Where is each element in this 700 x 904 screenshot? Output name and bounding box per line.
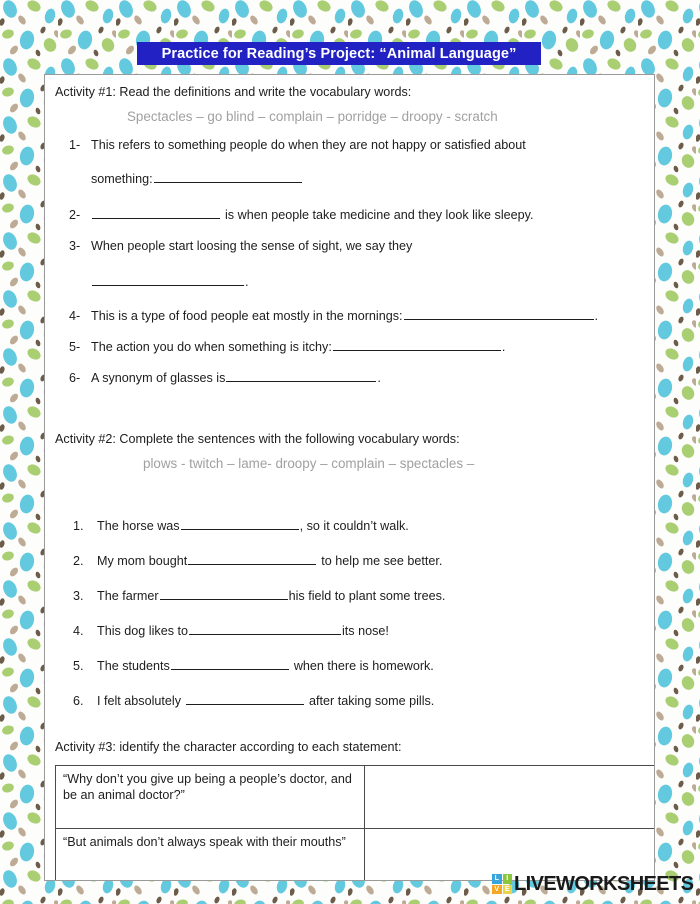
activity1-question-1-answer-line [91,170,303,187]
question-text-suffix: , so it couldn’t walk. [299,518,409,533]
activity2-question-5 [45,657,434,674]
activity1-question-6 [45,369,381,386]
answer-blank[interactable] [404,307,594,320]
question-number: 4- [69,308,81,323]
question-number: 5. [73,658,84,673]
activity2-word-bank: plows - twitch – lame- droopy – complain – spectacles – [143,456,475,471]
question-text-continued: . [245,274,249,289]
answer-blank[interactable] [154,170,302,183]
question-text-suffix: . [594,308,599,323]
answer-blank[interactable] [333,338,501,351]
logo-tile-i: I [503,874,513,884]
logo-tile-l: L [492,874,502,884]
question-text: The horse was [97,518,180,533]
question-text: The students [97,658,170,673]
question-text: This dog likes to [97,623,188,638]
answer-blank[interactable] [92,273,244,286]
activity1-question-1 [45,138,526,154]
question-number: 2. [73,553,84,568]
activity1-question-3-answer-line [91,273,249,290]
answer-blank[interactable] [171,657,289,670]
question-text-suffix: . [501,339,506,354]
question-text: The farmer [97,588,159,603]
liveworksheets-grid-icon [492,874,512,894]
question-text-suffix: when there is homework. [293,658,434,673]
question-number: 4. [73,623,84,638]
question-text-suffix: his field to plant some trees. [288,588,446,603]
question-number: 5- [69,339,81,354]
activity2-question-2 [45,552,442,569]
question-text: This is a type of food people eat mostly in the mornings: [91,308,403,323]
answer-blank[interactable] [160,587,288,600]
liveworksheets-logo [492,872,693,896]
answer-cell[interactable] [365,766,656,829]
activity3-character-table [55,765,655,881]
activity2-question-1 [45,517,409,534]
activity3-heading: Activity #3: identify the character according to each statement: [55,740,402,754]
activity1-question-5 [45,338,505,355]
activity1-heading: Activity #1: Read the definitions and write the vocabulary words: [55,85,412,99]
answer-blank[interactable] [189,622,341,635]
activity2-question-6 [45,692,434,709]
question-text: is when people take medicine and they look like sleepy. [225,207,534,222]
answer-blank[interactable] [226,369,376,382]
activity2-question-3 [45,587,445,604]
statement-cell: “But animals don’t always speak with their mouths” [56,829,365,882]
question-text: When people start loosing the sense of sight, we say they [91,239,413,253]
activity1-word-bank: Spectacles – go blind – complain – porridge – droopy - scratch [127,109,498,124]
question-number: 6- [69,370,81,385]
activity1-question-3 [45,239,412,255]
question-text: A synonym of glasses is [91,370,226,385]
logo-tile-e: E [503,885,513,895]
answer-blank[interactable] [188,552,316,565]
logo-tile-v: V [492,885,502,895]
question-number: 2- [69,207,81,222]
question-text-suffix: after taking some pills. [309,693,435,708]
question-text: I felt absolutely [97,693,182,708]
question-text-suffix: to help me see better. [321,553,443,568]
answer-blank[interactable] [186,692,304,705]
table-row [56,766,656,829]
question-text-continued: something: [91,171,153,186]
question-text-suffix: its nose! [342,623,389,638]
question-text-suffix: . [377,370,381,385]
question-text: This refers to something people do when they are not happy or satisfied about [91,138,526,152]
question-text: The action you do when something is itchy: [91,339,332,354]
question-number: 3- [69,239,81,253]
liveworksheets-wordmark: LIVEWORKSHEETS [514,872,694,895]
activity2-question-4 [45,622,389,639]
statement-cell: “Why don’t you give up being a people’s doctor, and be an animal doctor?” [56,766,365,829]
answer-blank[interactable] [181,517,299,530]
activity1-question-4 [45,307,598,324]
question-number: 1- [69,138,81,152]
answer-blank[interactable] [92,206,220,219]
worksheet-title-banner [137,42,541,65]
question-number: 6. [73,693,84,708]
question-text: My mom bought [97,553,188,568]
worksheet-content-sheet [44,74,655,881]
question-number: 3. [73,588,84,603]
activity1-question-2 [45,206,534,223]
activity2-heading: Activity #2: Complete the sentences with the following vocabulary words: [55,432,460,446]
page-title: Practice for Reading’s Project: “Animal Language” [161,45,517,62]
question-number: 1. [73,518,84,533]
